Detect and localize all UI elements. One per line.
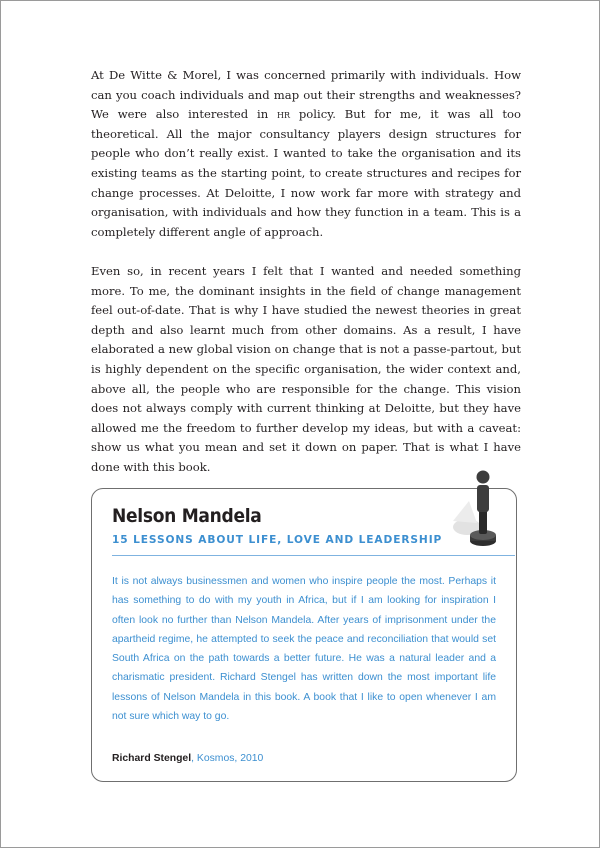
person-figure-icon [447, 465, 507, 549]
book-publisher-year: , Kosmos, 2010 [191, 753, 264, 764]
book-author: Richard Stengel [112, 753, 192, 764]
body-text [91, 66, 521, 477]
paragraph-1-part-b: policy. But for me, it was all too theoretical. All the major consultancy players design structures for people who don’t really exist. I wanted to take the organisation and its existing teams as the starting point, to create structures and recipes for change processes. At Deloitte, I now work far more with strategy and organisation, with individuals and how they function in a team. This is a completely different angle of approach. [91, 107, 521, 239]
book-subtitle: 15 LESSONS ABOUT LIFE, LOVE AND LEADERSHIP [112, 534, 443, 546]
paragraph-1 [91, 66, 521, 242]
paragraph-2: Even so, in recent years I felt that I wanted and needed something more. To me, the dominant insights in the field of change management feel out-of-date. That is why I have studied the newest theories in great depth and also learnt much from other domains. As a result, I have elaborated a new global vision on change that is not a passe-partout, but is highly dependent on the specific organisation, the wider context and, above all, the people who are responsible for the change. This vision does not always comply with current thinking at Deloitte, but they have allowed me the freedom to further develop my ideas, but with a caveat: show us what you mean and set it down on paper. That is what I have done with this book. [91, 263, 521, 474]
paragraph-1-part-a: At De Witte & Morel, I was concerned primarily with individuals. How can you coach individuals and map out their strengths and weaknesses? We were also interested in [91, 68, 521, 122]
hr-abbreviation: hr [277, 107, 291, 122]
book-source [112, 752, 263, 766]
book-description: It is not always businessmen and women who inspire people the most. Perhaps it has something to do with my youth in Africa, but if I am looking for inspiration I often look no further than Nelson Mandela. After years of imprisonment under the apartheid regime, he attempted to seek the peace and reconciliation that would set South Africa on the path towards a better future. He was a natural leader and a charismatic president. Richard Stengel has written down the most important life lessons of Nelson Mandela in this book. A book that I like to open whenever I am not sure which way to go. [112, 576, 496, 723]
book-title: Nelson Mandela [112, 505, 262, 527]
divider [112, 555, 515, 556]
